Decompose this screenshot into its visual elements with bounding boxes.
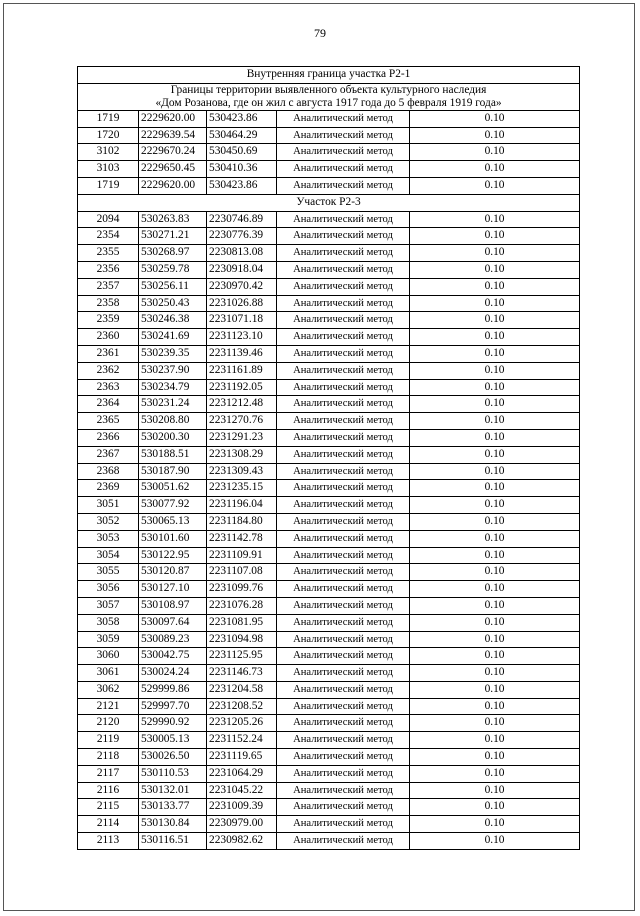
- point-id-cell: 1719: [78, 110, 139, 127]
- coord-y-cell: 2231099.76: [207, 581, 277, 598]
- point-id-cell: 2116: [78, 782, 139, 799]
- coord-x-cell: 2229650.45: [139, 161, 207, 178]
- coord-x-cell: 530246.38: [139, 312, 207, 329]
- coord-y-cell: 2231045.22: [207, 782, 277, 799]
- table-row: [78, 547, 580, 564]
- method-cell: Аналитический метод: [277, 228, 410, 245]
- coord-y-cell: 2230982.62: [207, 833, 277, 850]
- coord-x-cell: 529999.86: [139, 681, 207, 698]
- error-cell: 0.10: [410, 245, 580, 262]
- method-cell: Аналитический метод: [277, 648, 410, 665]
- table-row: [78, 833, 580, 850]
- point-id-cell: 2357: [78, 278, 139, 295]
- coord-y-cell: 530423.86: [207, 177, 277, 194]
- table-row: [78, 530, 580, 547]
- table-row: [78, 749, 580, 766]
- method-cell: Аналитический метод: [277, 765, 410, 782]
- point-id-cell: 3052: [78, 513, 139, 530]
- error-cell: 0.10: [410, 497, 580, 514]
- coord-x-cell: 530200.30: [139, 429, 207, 446]
- coord-y-cell: 2231009.39: [207, 799, 277, 816]
- point-id-cell: 2358: [78, 295, 139, 312]
- coord-x-cell: 530089.23: [139, 631, 207, 648]
- coord-x-cell: 530127.10: [139, 581, 207, 598]
- coord-x-cell: 530234.79: [139, 379, 207, 396]
- point-id-cell: 3056: [78, 581, 139, 598]
- coord-x-cell: 530241.69: [139, 329, 207, 346]
- table-row: [78, 245, 580, 262]
- coord-x-cell: 2229620.00: [139, 177, 207, 194]
- method-cell: Аналитический метод: [277, 513, 410, 530]
- error-cell: 0.10: [410, 228, 580, 245]
- table-row: [78, 312, 580, 329]
- coord-y-cell: 2231125.95: [207, 648, 277, 665]
- table-row: [78, 648, 580, 665]
- table-row: [78, 110, 580, 127]
- table-row: [78, 228, 580, 245]
- method-cell: Аналитический метод: [277, 799, 410, 816]
- error-cell: 0.10: [410, 530, 580, 547]
- point-id-cell: 2113: [78, 833, 139, 850]
- point-id-cell: 2367: [78, 446, 139, 463]
- coord-x-cell: 530188.51: [139, 446, 207, 463]
- error-cell: 0.10: [410, 161, 580, 178]
- coord-x-cell: 530097.64: [139, 614, 207, 631]
- point-id-cell: 2117: [78, 765, 139, 782]
- coord-x-cell: 530250.43: [139, 295, 207, 312]
- method-cell: Аналитический метод: [277, 345, 410, 362]
- coord-x-cell: 530120.87: [139, 564, 207, 581]
- error-cell: 0.10: [410, 631, 580, 648]
- coord-x-cell: 530130.84: [139, 816, 207, 833]
- method-cell: Аналитический метод: [277, 547, 410, 564]
- coord-y-cell: 2231291.23: [207, 429, 277, 446]
- table-row: [78, 446, 580, 463]
- table-row: [78, 177, 580, 194]
- method-cell: Аналитический метод: [277, 816, 410, 833]
- table-row: [78, 631, 580, 648]
- point-id-cell: 2354: [78, 228, 139, 245]
- coord-y-cell: 2231205.26: [207, 715, 277, 732]
- table-row: [78, 765, 580, 782]
- coord-y-cell: 2231309.43: [207, 463, 277, 480]
- method-cell: Аналитический метод: [277, 312, 410, 329]
- coord-y-cell: 530464.29: [207, 127, 277, 144]
- error-cell: 0.10: [410, 833, 580, 850]
- method-cell: Аналитический метод: [277, 413, 410, 430]
- point-id-cell: 2114: [78, 816, 139, 833]
- coord-y-cell: 2231107.08: [207, 564, 277, 581]
- error-cell: 0.10: [410, 581, 580, 598]
- section-subtitle-line2: «Дом Розанова, где он жил с августа 1917 года до 5 февраля 1919 года»: [155, 96, 502, 109]
- table-row: [78, 597, 580, 614]
- table-row: [78, 497, 580, 514]
- table-row: [78, 261, 580, 278]
- error-cell: 0.10: [410, 446, 580, 463]
- method-cell: Аналитический метод: [277, 698, 410, 715]
- table-row: [78, 345, 580, 362]
- error-cell: 0.10: [410, 463, 580, 480]
- coord-y-cell: 2231208.52: [207, 698, 277, 715]
- table-row: [78, 295, 580, 312]
- point-id-cell: 3057: [78, 597, 139, 614]
- coord-x-cell: 530259.78: [139, 261, 207, 278]
- method-cell: Аналитический метод: [277, 665, 410, 682]
- coord-y-cell: 2230970.42: [207, 278, 277, 295]
- method-cell: Аналитический метод: [277, 681, 410, 698]
- point-id-cell: 2120: [78, 715, 139, 732]
- coord-x-cell: 530005.13: [139, 732, 207, 749]
- coord-y-cell: 2231235.15: [207, 480, 277, 497]
- method-cell: Аналитический метод: [277, 715, 410, 732]
- point-id-cell: 2355: [78, 245, 139, 262]
- method-cell: Аналитический метод: [277, 329, 410, 346]
- coord-y-cell: 2231270.76: [207, 413, 277, 430]
- point-id-cell: 2368: [78, 463, 139, 480]
- coord-y-cell: 2230813.08: [207, 245, 277, 262]
- point-id-cell: 1720: [78, 127, 139, 144]
- point-id-cell: 2094: [78, 211, 139, 228]
- error-cell: 0.10: [410, 396, 580, 413]
- table-row: [78, 698, 580, 715]
- coord-y-cell: 530410.36: [207, 161, 277, 178]
- coord-y-cell: 530450.69: [207, 144, 277, 161]
- table-row: [78, 362, 580, 379]
- coord-y-cell: 2230746.89: [207, 211, 277, 228]
- coord-x-cell: 2229639.54: [139, 127, 207, 144]
- coord-y-cell: 2231123.10: [207, 329, 277, 346]
- table-row: [78, 379, 580, 396]
- method-cell: Аналитический метод: [277, 581, 410, 598]
- method-cell: Аналитический метод: [277, 144, 410, 161]
- coord-x-cell: 530110.53: [139, 765, 207, 782]
- coord-y-cell: 2231139.46: [207, 345, 277, 362]
- table-row: [78, 816, 580, 833]
- method-cell: Аналитический метод: [277, 245, 410, 262]
- error-cell: 0.10: [410, 110, 580, 127]
- page-number: 79: [314, 26, 326, 40]
- coord-y-cell: 2231119.65: [207, 749, 277, 766]
- point-id-cell: 3102: [78, 144, 139, 161]
- method-cell: Аналитический метод: [277, 278, 410, 295]
- method-cell: Аналитический метод: [277, 177, 410, 194]
- error-cell: 0.10: [410, 345, 580, 362]
- error-cell: 0.10: [410, 732, 580, 749]
- point-id-cell: 3054: [78, 547, 139, 564]
- error-cell: 0.10: [410, 765, 580, 782]
- coord-x-cell: 530208.80: [139, 413, 207, 430]
- error-cell: 0.10: [410, 379, 580, 396]
- method-cell: Аналитический метод: [277, 480, 410, 497]
- coord-x-cell: 530122.95: [139, 547, 207, 564]
- error-cell: 0.10: [410, 429, 580, 446]
- method-cell: Аналитический метод: [277, 446, 410, 463]
- table-row: [78, 715, 580, 732]
- error-cell: 0.10: [410, 749, 580, 766]
- coord-y-cell: 2231076.28: [207, 597, 277, 614]
- point-id-cell: 2365: [78, 413, 139, 430]
- error-cell: 0.10: [410, 278, 580, 295]
- section-subtitle: [78, 83, 580, 110]
- error-cell: 0.10: [410, 211, 580, 228]
- coord-y-cell: 2230979.00: [207, 816, 277, 833]
- point-id-cell: 1719: [78, 177, 139, 194]
- point-id-cell: 2363: [78, 379, 139, 396]
- method-cell: Аналитический метод: [277, 396, 410, 413]
- method-cell: Аналитический метод: [277, 379, 410, 396]
- table-row: [78, 329, 580, 346]
- error-cell: 0.10: [410, 513, 580, 530]
- point-id-cell: 2356: [78, 261, 139, 278]
- coord-y-cell: 2231161.89: [207, 362, 277, 379]
- error-cell: 0.10: [410, 799, 580, 816]
- error-cell: 0.10: [410, 597, 580, 614]
- coord-x-cell: 530271.21: [139, 228, 207, 245]
- point-id-cell: 3060: [78, 648, 139, 665]
- coord-x-cell: 530065.13: [139, 513, 207, 530]
- coord-x-cell: 530051.62: [139, 480, 207, 497]
- error-cell: 0.10: [410, 698, 580, 715]
- table-row: [78, 278, 580, 295]
- table-row: [78, 681, 580, 698]
- point-id-cell: 2364: [78, 396, 139, 413]
- table-row: [78, 564, 580, 581]
- error-cell: 0.10: [410, 715, 580, 732]
- table-row: [78, 429, 580, 446]
- point-id-cell: 2369: [78, 480, 139, 497]
- coord-y-cell: 2231071.18: [207, 312, 277, 329]
- coord-y-cell: 2231184.80: [207, 513, 277, 530]
- section-title: Участок Р2-3: [78, 194, 580, 211]
- coord-y-cell: 2230776.39: [207, 228, 277, 245]
- point-id-cell: 3058: [78, 614, 139, 631]
- coord-x-cell: 530024.24: [139, 665, 207, 682]
- coord-y-cell: 2231064.29: [207, 765, 277, 782]
- point-id-cell: 3051: [78, 497, 139, 514]
- coord-x-cell: 530256.11: [139, 278, 207, 295]
- method-cell: Аналитический метод: [277, 631, 410, 648]
- error-cell: 0.10: [410, 177, 580, 194]
- error-cell: 0.10: [410, 547, 580, 564]
- error-cell: 0.10: [410, 681, 580, 698]
- table-row: [78, 127, 580, 144]
- error-cell: 0.10: [410, 127, 580, 144]
- point-id-cell: 2121: [78, 698, 139, 715]
- coord-y-cell: 2231152.24: [207, 732, 277, 749]
- coord-x-cell: 530187.90: [139, 463, 207, 480]
- error-cell: 0.10: [410, 312, 580, 329]
- section-subtitle-line1: Границы территории выявленного объекта культурного наследия: [170, 83, 487, 96]
- coord-x-cell: 530026.50: [139, 749, 207, 766]
- table-row: [78, 413, 580, 430]
- method-cell: Аналитический метод: [277, 597, 410, 614]
- method-cell: Аналитический метод: [277, 295, 410, 312]
- point-id-cell: 3053: [78, 530, 139, 547]
- method-cell: Аналитический метод: [277, 782, 410, 799]
- method-cell: Аналитический метод: [277, 564, 410, 581]
- method-cell: Аналитический метод: [277, 614, 410, 631]
- coord-x-cell: 530133.77: [139, 799, 207, 816]
- coord-x-cell: 2229670.24: [139, 144, 207, 161]
- coord-x-cell: 530042.75: [139, 648, 207, 665]
- coord-x-cell: 530108.97: [139, 597, 207, 614]
- point-id-cell: 2119: [78, 732, 139, 749]
- coord-y-cell: 2231212.48: [207, 396, 277, 413]
- error-cell: 0.10: [410, 413, 580, 430]
- coordinates-table-body: [78, 67, 580, 850]
- coord-x-cell: 529997.70: [139, 698, 207, 715]
- section-subtitle-row: [78, 83, 580, 110]
- coord-y-cell: 2230918.04: [207, 261, 277, 278]
- coord-y-cell: 2231146.73: [207, 665, 277, 682]
- point-id-cell: 2118: [78, 749, 139, 766]
- method-cell: Аналитический метод: [277, 749, 410, 766]
- coord-y-cell: 2231308.29: [207, 446, 277, 463]
- table-row: [78, 732, 580, 749]
- error-cell: 0.10: [410, 564, 580, 581]
- coord-y-cell: 2231026.88: [207, 295, 277, 312]
- method-cell: Аналитический метод: [277, 261, 410, 278]
- coord-y-cell: 2231094.98: [207, 631, 277, 648]
- coord-y-cell: 2231081.95: [207, 614, 277, 631]
- table-row: [78, 665, 580, 682]
- coord-x-cell: 530231.24: [139, 396, 207, 413]
- table-row: [78, 799, 580, 816]
- point-id-cell: 3055: [78, 564, 139, 581]
- coord-y-cell: 2231196.04: [207, 497, 277, 514]
- method-cell: Аналитический метод: [277, 463, 410, 480]
- error-cell: 0.10: [410, 144, 580, 161]
- section-title-row: [78, 67, 580, 84]
- error-cell: 0.10: [410, 665, 580, 682]
- point-id-cell: 2362: [78, 362, 139, 379]
- table-row: [78, 513, 580, 530]
- method-cell: Аналитический метод: [277, 127, 410, 144]
- method-cell: Аналитический метод: [277, 732, 410, 749]
- method-cell: Аналитический метод: [277, 530, 410, 547]
- method-cell: Аналитический метод: [277, 211, 410, 228]
- coord-y-cell: 530423.86: [207, 110, 277, 127]
- error-cell: 0.10: [410, 816, 580, 833]
- coordinates-table: [77, 66, 580, 850]
- point-id-cell: 3059: [78, 631, 139, 648]
- coord-x-cell: 530268.97: [139, 245, 207, 262]
- coord-y-cell: 2231142.78: [207, 530, 277, 547]
- point-id-cell: 2359: [78, 312, 139, 329]
- coord-y-cell: 2231192.05: [207, 379, 277, 396]
- table-row: [78, 396, 580, 413]
- method-cell: Аналитический метод: [277, 429, 410, 446]
- error-cell: 0.10: [410, 362, 580, 379]
- coord-x-cell: 530239.35: [139, 345, 207, 362]
- table-row: [78, 480, 580, 497]
- error-cell: 0.10: [410, 480, 580, 497]
- point-id-cell: 2361: [78, 345, 139, 362]
- table-row: [78, 581, 580, 598]
- point-id-cell: 3061: [78, 665, 139, 682]
- table-row: [78, 782, 580, 799]
- method-cell: Аналитический метод: [277, 161, 410, 178]
- method-cell: Аналитический метод: [277, 497, 410, 514]
- method-cell: Аналитический метод: [277, 833, 410, 850]
- coord-x-cell: 2229620.00: [139, 110, 207, 127]
- point-id-cell: 2366: [78, 429, 139, 446]
- error-cell: 0.10: [410, 614, 580, 631]
- error-cell: 0.10: [410, 782, 580, 799]
- coord-x-cell: 530132.01: [139, 782, 207, 799]
- coord-x-cell: 530077.92: [139, 497, 207, 514]
- method-cell: Аналитический метод: [277, 110, 410, 127]
- section-title-row: [78, 194, 580, 211]
- table-row: [78, 614, 580, 631]
- point-id-cell: 3062: [78, 681, 139, 698]
- section-title: Внутренняя граница участка Р2-1: [78, 67, 580, 84]
- coord-x-cell: 530101.60: [139, 530, 207, 547]
- coord-y-cell: 2231109.91: [207, 547, 277, 564]
- coord-x-cell: 530263.83: [139, 211, 207, 228]
- error-cell: 0.10: [410, 329, 580, 346]
- error-cell: 0.10: [410, 295, 580, 312]
- coord-x-cell: 529990.92: [139, 715, 207, 732]
- method-cell: Аналитический метод: [277, 362, 410, 379]
- point-id-cell: 2115: [78, 799, 139, 816]
- table-row: [78, 211, 580, 228]
- point-id-cell: 2360: [78, 329, 139, 346]
- coord-x-cell: 530116.51: [139, 833, 207, 850]
- table-row: [78, 161, 580, 178]
- coord-y-cell: 2231204.58: [207, 681, 277, 698]
- table-row: [78, 144, 580, 161]
- point-id-cell: 3103: [78, 161, 139, 178]
- error-cell: 0.10: [410, 261, 580, 278]
- table-row: [78, 463, 580, 480]
- coord-x-cell: 530237.90: [139, 362, 207, 379]
- error-cell: 0.10: [410, 648, 580, 665]
